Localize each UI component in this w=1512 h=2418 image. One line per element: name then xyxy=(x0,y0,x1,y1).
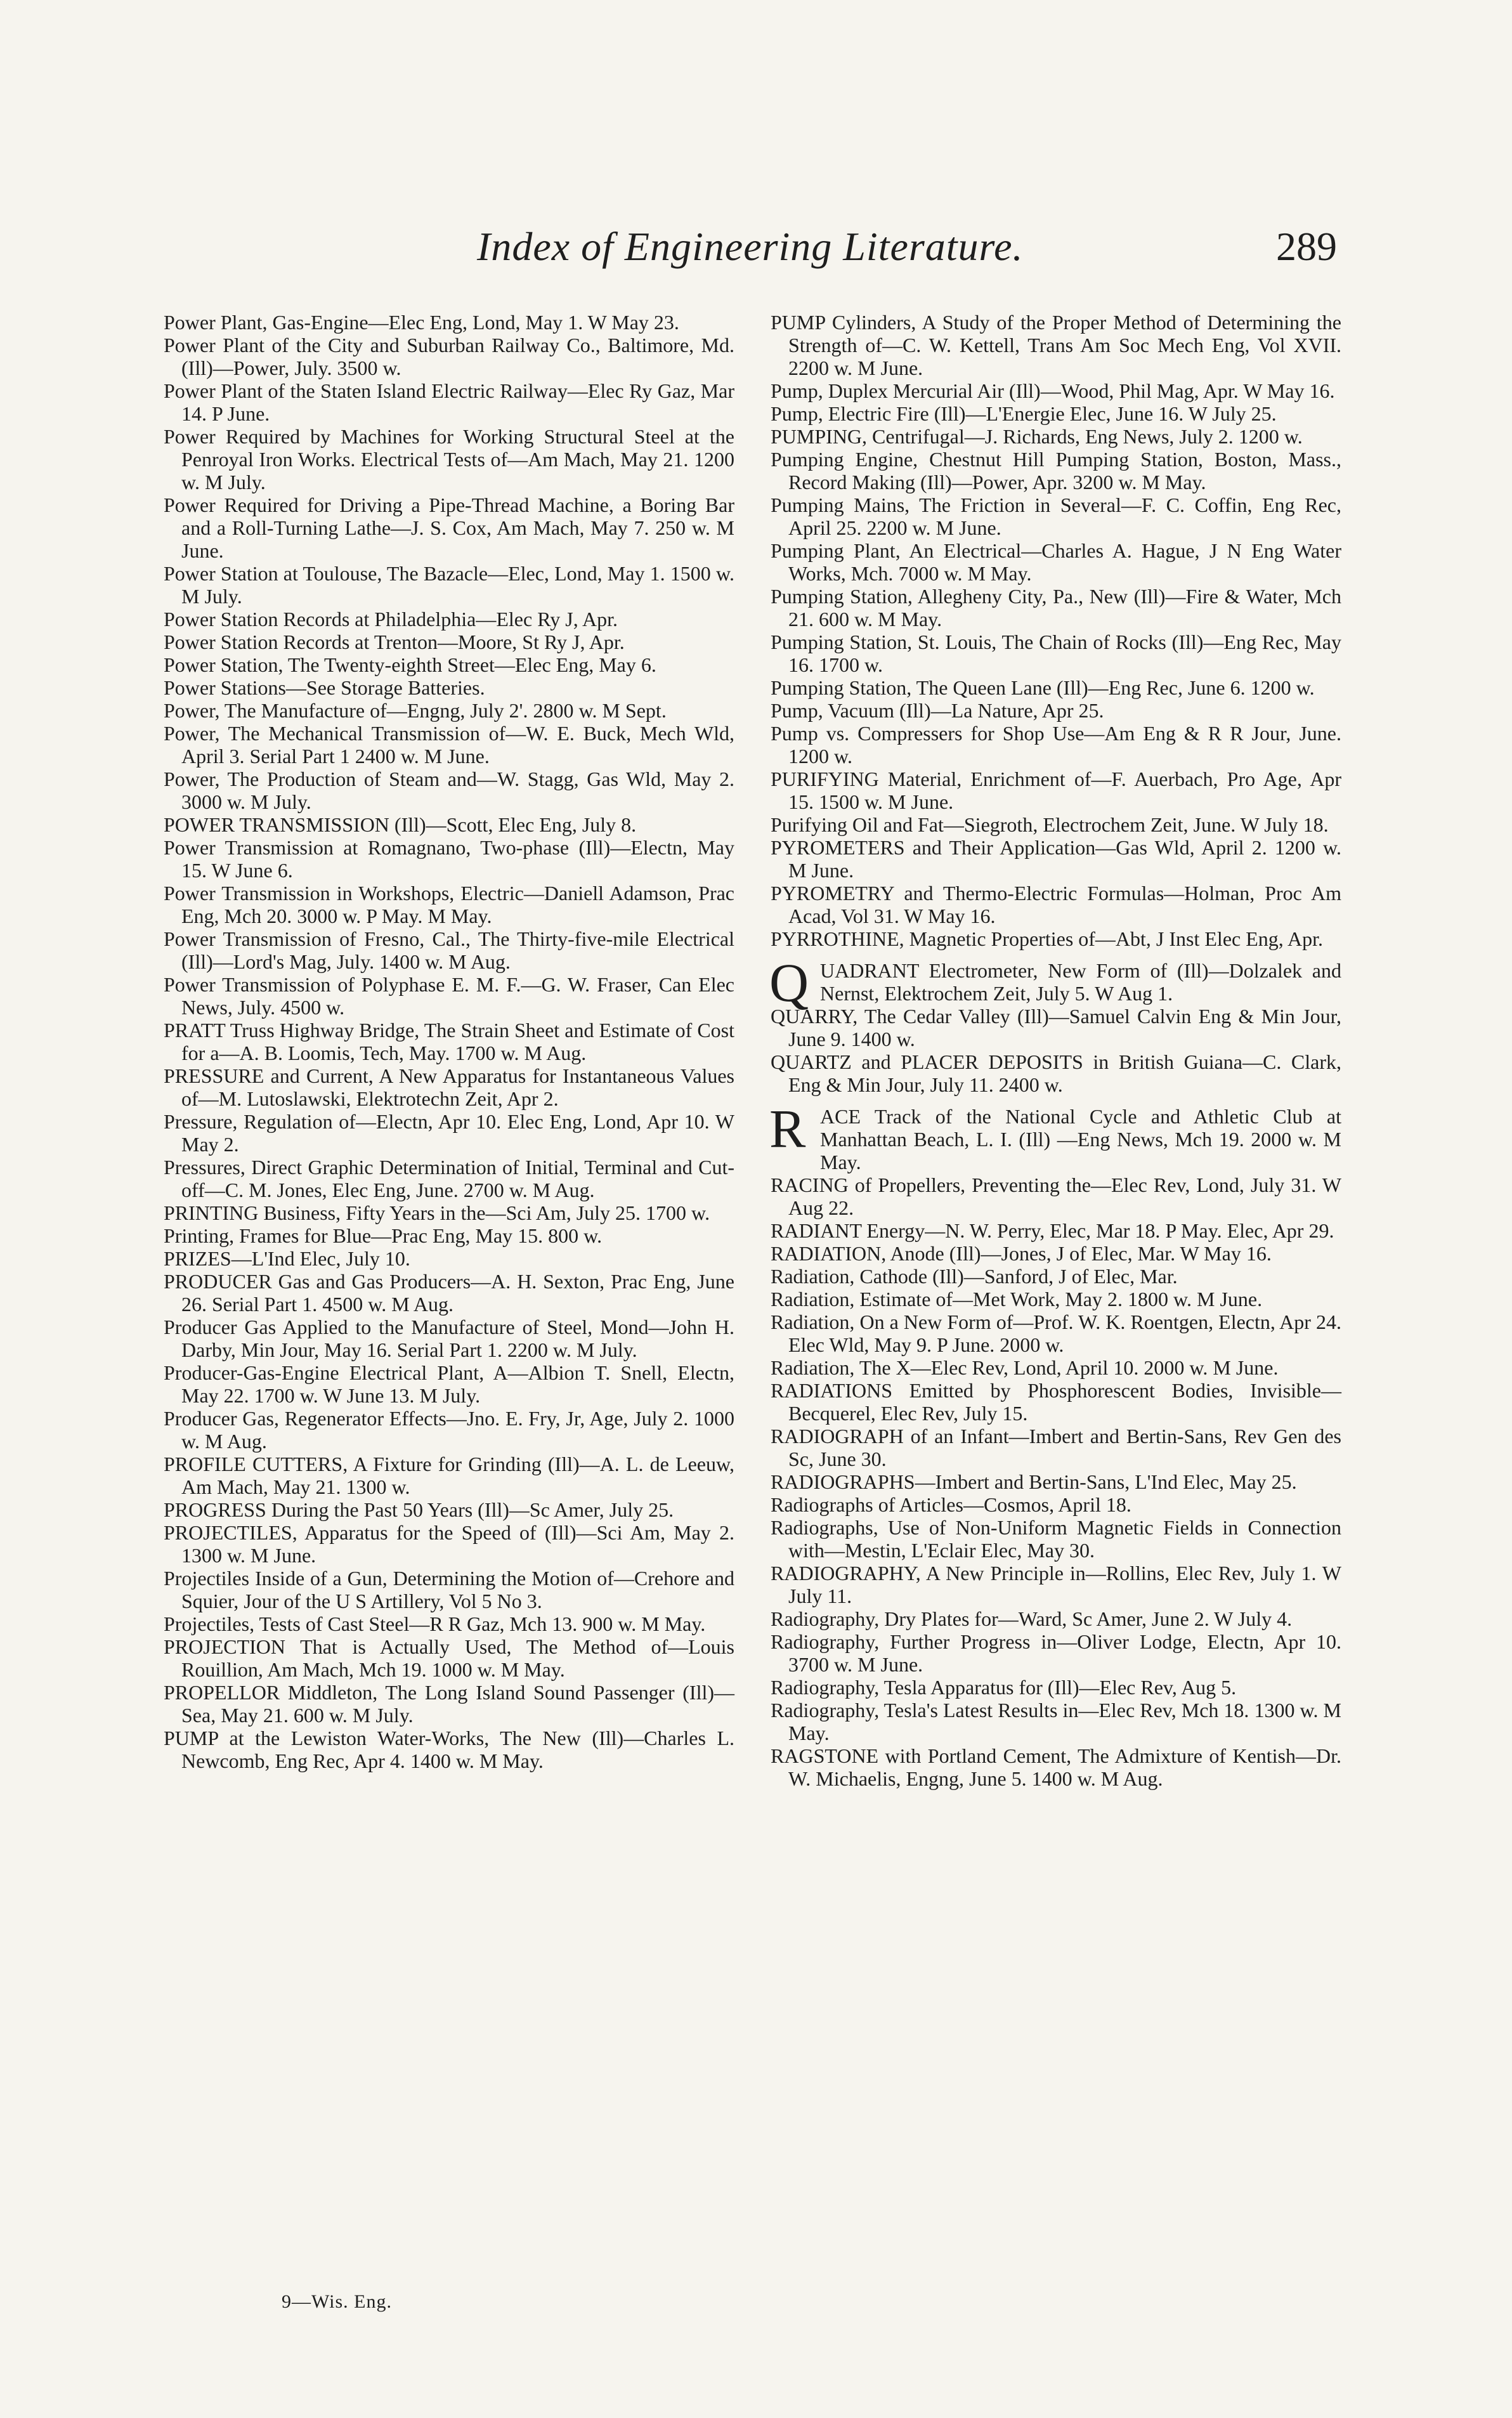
index-entry: RADIATIONS Emitted by Phosphorescent Bodies, Invisible—Becquerel, Elec Rev, July 15. xyxy=(771,1379,1341,1425)
entry-quadrant xyxy=(769,952,1341,1013)
index-entry: PROJECTILES, Apparatus for the Speed of (Ill)—Sci Am, May 2. 1300 w. M June. xyxy=(164,1521,734,1567)
index-entry: PROJECTION That is Actually Used, The Method of—Louis Rouillion, Am Mach, Mch 19. 1000 w. M May. xyxy=(164,1635,734,1681)
index-entry: Power, The Manufacture of—Engng, July 2'. 2800 w. M Sept. xyxy=(164,699,667,722)
index-entry: PRINTING Business, Fifty Years in the—Sci Am, July 25. 1700 w. xyxy=(164,1201,710,1224)
index-entry: Power Plant of the City and Suburban Railway Co., Baltimore, Md. (Ill)—Power, July. 3500 w. xyxy=(164,334,734,379)
index-entry: QUARRY, The Cedar Valley (Ill)—Samuel Calvin Eng & Min Jour, June 9. 1400 w. xyxy=(771,1005,1341,1050)
index-entry: Radiation, Cathode (Ill)—Sanford, J of Elec, Mar. xyxy=(771,1265,1178,1288)
index-entry: Pump vs. Compressers for Shop Use—Am Eng & R R Jour, June. 1200 w. xyxy=(771,722,1341,768)
index-entry: Power Plant of the Staten Island Electric Railway—Elec Ry Gaz, Mar 14. P June. xyxy=(164,379,734,425)
index-entry: Power Station at Toulouse, The Bazacle—Elec, Lond, May 1. 1500 w. M July. xyxy=(164,562,734,608)
dropcap-r: R xyxy=(769,1098,806,1159)
index-entry: RACING of Propellers, Preventing the—Elec Rev, Lond, July 31. W Aug 22. xyxy=(771,1173,1341,1219)
index-entry: Power Required by Machines for Working Structural Steel at the Penroyal Iron Works. Electrical Tests of—Am Mach, May 21. 1200 w. M July. xyxy=(164,425,734,493)
index-entry: Pumping Mains, The Friction in Several—F. C. Coffin, Eng Rec, April 25. 2200 w. M June. xyxy=(771,493,1341,539)
index-entry: Power Stations—See Storage Batteries. xyxy=(164,676,485,699)
left-column xyxy=(164,311,734,1772)
index-entry: Pump, Electric Fire (Ill)—L'Energie Elec, June 16. W July 25. xyxy=(771,402,1277,425)
index-entry: Projectiles Inside of a Gun, Determining the Motion of—Crehore and Squier, Jour of the U S Artillery, Vol 5 No 3. xyxy=(164,1567,734,1612)
index-entry: PUMP Cylinders, A Study of the Proper Method of Determining the Strength of—C. W. Kettell, Trans Am Soc Mech Eng, Vol XVII. 2200 w. M June. xyxy=(771,311,1341,379)
index-entry: Printing, Frames for Blue—Prac Eng, May 15. 800 w. xyxy=(164,1224,603,1247)
index-entry: Radiation, The X—Elec Rev, Lond, April 10. 2000 w. M June. xyxy=(771,1356,1279,1379)
index-entry: PRESSURE and Current, A New Apparatus for Instantaneous Values of—M. Lutoslawski, Elektrotechn Zeit, Apr 2. xyxy=(164,1064,734,1110)
index-entry: Pumping Station, Allegheny City, Pa., New (Ill)—Fire & Water, Mch 21. 600 w. M May. xyxy=(771,585,1341,631)
dropcap-q: Q xyxy=(769,952,809,1013)
index-entry: Projectiles, Tests of Cast Steel—R R Gaz, Mch 13. 900 w. M May. xyxy=(164,1612,706,1635)
index-entry: Power Station Records at Trenton—Moore, St Ry J, Apr. xyxy=(164,631,625,653)
index-entry: RADIOGRAPHS—Imbert and Bertin-Sans, L'Ind Elec, May 25. xyxy=(771,1470,1297,1493)
index-entry: Power Plant, Gas-Engine—Elec Eng, Lond, May 1. W May 23. xyxy=(164,311,679,334)
index-entry: RADIOGRAPHY, A New Principle in—Rollins, Elec Rev, July 1. W July 11. xyxy=(771,1562,1341,1607)
index-entry: Power, The Production of Steam and—W. Stagg, Gas Wld, May 2. 3000 w. M July. xyxy=(164,768,734,813)
right-entries-r xyxy=(771,1173,1341,1790)
index-entry: PYROMETRY and Thermo-Electric Formulas—Holman, Proc Am Acad, Vol 31. W May 16. xyxy=(771,882,1341,927)
index-entry: PROPELLOR Middleton, The Long Island Sound Passenger (Ill)—Sea, May 21. 600 w. M July. xyxy=(164,1681,734,1727)
index-entry: Radiography, Further Progress in—Oliver Lodge, Electn, Apr 10. 3700 w. M June. xyxy=(771,1630,1341,1676)
index-entry: PURIFYING Material, Enrichment of—F. Auerbach, Pro Age, Apr 15. 1500 w. M June. xyxy=(771,768,1341,813)
index-entry: PRATT Truss Highway Bridge, The Strain Sheet and Estimate of Cost for a—A. B. Loomis, Tech, May. 1700 w. M Aug. xyxy=(164,1019,734,1064)
index-entry: Radiographs of Articles—Cosmos, April 18. xyxy=(771,1493,1131,1516)
index-entry: Power Station, The Twenty-eighth Street—Elec Eng, May 6. xyxy=(164,653,656,676)
index-entry: Pump, Vacuum (Ill)—La Nature, Apr 25. xyxy=(771,699,1104,722)
index-entry: Radiographs, Use of Non-Uniform Magnetic Fields in Connection with—Mestin, L'Eclair Elec, May 30. xyxy=(771,1516,1341,1562)
index-entry: Producer-Gas-Engine Electrical Plant, A—Albion T. Snell, Electn, May 22. 1700 w. W June 13. M July. xyxy=(164,1361,734,1407)
index-entry: Pumping Plant, An Electrical—Charles A. Hague, J N Eng Water Works, Mch. 7000 w. M May. xyxy=(771,539,1341,585)
right-entries-p xyxy=(771,311,1341,950)
index-entry: Pump, Duplex Mercurial Air (Ill)—Wood, Phil Mag, Apr. W May 16. xyxy=(771,379,1335,402)
index-entry: PUMP at the Lewiston Water-Works, The New (Ill)—Charles L. Newcomb, Eng Rec, Apr 4. 1400 w. M May. xyxy=(164,1727,734,1772)
index-entry: Producer Gas, Regenerator Effects—Jno. E. Fry, Jr, Age, July 2. 1000 w. M Aug. xyxy=(164,1407,734,1453)
index-entry: PROGRESS During the Past 50 Years (Ill)—Sc Amer, July 25. xyxy=(164,1498,674,1521)
index-entry: Power, The Mechanical Transmission of—W. E. Buck, Mech Wld, April 3. Serial Part 1 2400 w. M June. xyxy=(164,722,734,768)
page-title: Index of Engineering Literature. xyxy=(477,224,1024,269)
index-entry: Power Transmission of Fresno, Cal., The Thirty-five-mile Electrical (Ill)—Lord's Mag, July. 1400 w. M Aug. xyxy=(164,927,734,973)
right-entries-q xyxy=(771,1005,1341,1096)
index-entry: Pressures, Direct Graphic Determination of Initial, Terminal and Cut-off—C. M. Jones, Elec Eng, June. 2700 w. M Aug. xyxy=(164,1156,734,1201)
index-entry: RADIATION, Anode (Ill)—Jones, J of Elec, Mar. W May 16. xyxy=(771,1242,1272,1265)
index-entry: Power Transmission of Polyphase E. M. F.—G. W. Fraser, Can Elec News, July. 4500 w. xyxy=(164,973,734,1019)
index-entry: Producer Gas Applied to the Manufacture of Steel, Mond—John H. Darby, Min Jour, May 16. Serial Part 1. 2200 w. M July. xyxy=(164,1316,734,1361)
index-entry: RAGSTONE with Portland Cement, The Admixture of Kentish—Dr. W. Michaelis, Engng, June 5. 1400 w. M Aug. xyxy=(771,1744,1341,1790)
index-entry: RADIANT Energy—N. W. Perry, Elec, Mar 18. P May. Elec, Apr 29. xyxy=(771,1219,1334,1242)
index-entry: Radiography, Dry Plates for—Ward, Sc Amer, June 2. W July 4. xyxy=(771,1607,1293,1630)
entry-text: ACE Track of the National Cycle and Athletic Club at Manhattan Beach, L. I. (Ill) —Eng News, Mch 19. 2000 w. M May. xyxy=(820,1105,1341,1173)
index-entry: PYROMETERS and Their Application—Gas Wld, April 2. 1200 w. M June. xyxy=(771,836,1341,882)
signature-mark: 9—Wis. Eng. xyxy=(282,2291,392,2312)
index-entry: PUMPING, Centrifugal—J. Richards, Eng News, July 2. 1200 w. xyxy=(771,425,1303,448)
index-entry: Power Station Records at Philadelphia—Elec Ry J, Apr. xyxy=(164,608,618,631)
index-entry: Radiography, Tesla's Latest Results in—Elec Rev, Mch 18. 1300 w. M May. xyxy=(771,1699,1341,1744)
index-entry: QUARTZ and PLACER DEPOSITS in British Guiana—C. Clark, Eng & Min Jour, July 11. 2400 w. xyxy=(771,1050,1341,1096)
index-entry: Pumping Engine, Chestnut Hill Pumping Station, Boston, Mass., Record Making (Ill)—Power, Apr. 3200 w. M May. xyxy=(771,448,1341,493)
index-entry: PRODUCER Gas and Gas Producers—A. H. Sexton, Prac Eng, June 26. Serial Part 1. 4500 w. M Aug. xyxy=(164,1270,734,1316)
index-entry: PROFILE CUTTERS, A Fixture for Grinding (Ill)—A. L. de Leeuw, Am Mach, May 21. 1300 w. xyxy=(164,1453,734,1498)
index-entry: Pressure, Regulation of—Electn, Apr 10. Elec Eng, Lond, Apr 10. W May 2. xyxy=(164,1110,734,1156)
index-entry: PRIZES—L'Ind Elec, July 10. xyxy=(164,1247,410,1270)
index-entry: PYRROTHINE, Magnetic Properties of—Abt, J Inst Elec Eng, Apr. xyxy=(771,927,1323,950)
index-entry: Pumping Station, St. Louis, The Chain of Rocks (Ill)—Eng Rec, May 16. 1700 w. xyxy=(771,631,1341,676)
index-entry: Radiation, On a New Form of—Prof. W. K. Roentgen, Electn, Apr 24. Elec Wld, May 9. P June. 2000 w. xyxy=(771,1310,1341,1356)
index-entry: RADIOGRAPH of an Infant—Imbert and Bertin-Sans, Rev Gen des Sc, June 30. xyxy=(771,1425,1341,1470)
index-entry: Radiation, Estimate of—Met Work, May 2. 1800 w. M June. xyxy=(771,1288,1263,1310)
entry-text: UADRANT Electrometer, New Form of (Ill)—Dolzalek and Nernst, Elektrochem Zeit, July 5. W Aug 1. xyxy=(820,959,1341,1005)
entry-race-track xyxy=(769,1098,1341,1173)
index-entry: Power Required for Driving a Pipe-Thread Machine, a Boring Bar and a Roll-Turning Lathe—J. S. Cox, Am Mach, May 7. 250 w. M June. xyxy=(164,493,734,562)
index-entry: Pumping Station, The Queen Lane (Ill)—Eng Rec, June 6. 1200 w. xyxy=(771,676,1315,699)
page-number: 289 xyxy=(1276,224,1337,269)
index-entry: Power Transmission at Romagnano, Two-phase (Ill)—Electn, May 15. W June 6. xyxy=(164,836,734,882)
index-entry: Purifying Oil and Fat—Siegroth, Electrochem Zeit, June. W July 18. xyxy=(771,813,1329,836)
index-entry: Power Transmission in Workshops, Electric—Daniell Adamson, Prac Eng, Mch 20. 3000 w. P May. M May. xyxy=(164,882,734,927)
index-entry: Radiography, Tesla Apparatus for (Ill)—Elec Rev, Aug 5. xyxy=(771,1676,1237,1699)
index-entry: POWER TRANSMISSION (Ill)—Scott, Elec Eng, July 8. xyxy=(164,813,637,836)
right-column xyxy=(771,311,1341,1790)
